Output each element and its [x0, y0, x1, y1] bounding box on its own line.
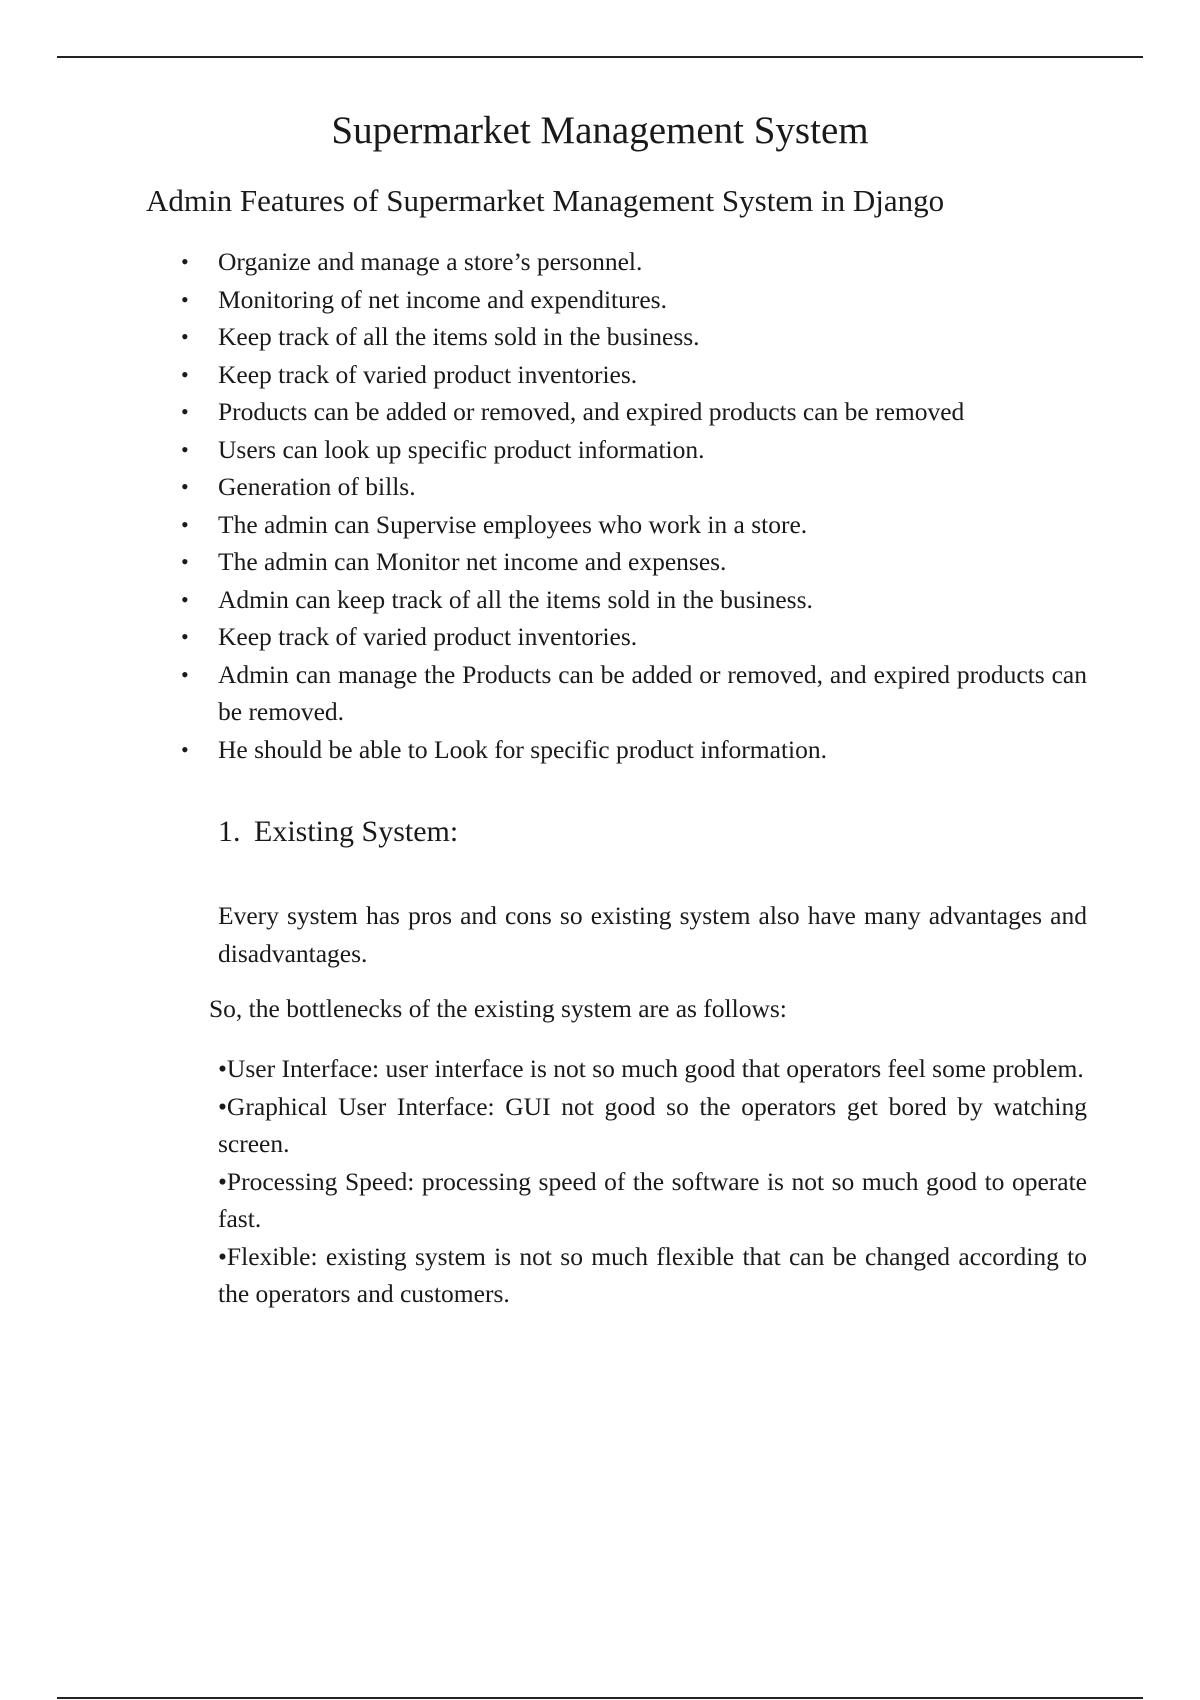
- list-item-text: Keep track of varied product inventories.: [218, 359, 638, 389]
- list-item: [0, 281, 1087, 319]
- list-item-text: Keep track of varied product inventories.: [218, 622, 638, 651]
- bullet-icon: •: [181, 586, 189, 612]
- list-item: •User Interface: user interface is not so much good that operators feel some problem.: [218, 1054, 1084, 1083]
- bullet-icon: •: [181, 361, 189, 387]
- bullet-icon: •: [181, 474, 189, 499]
- existing-system-intro: Every system has pros and cons so existing system also have many advantages and disadvantages.: [218, 901, 1087, 968]
- section-heading: Admin Features of Supermarket Management System in Django: [146, 183, 945, 218]
- bullet-icon: •: [181, 249, 189, 274]
- section-heading-text: Existing System:: [254, 815, 459, 848]
- section-number: 1.: [218, 815, 241, 848]
- list-item: [0, 618, 1087, 656]
- list-item-text: The admin can Monitor net income and expenses.: [218, 547, 727, 576]
- list-item: [0, 393, 1087, 431]
- top-rule: [57, 56, 1143, 58]
- list-item-text: He should be able to Look for specific product information.: [218, 734, 827, 764]
- list-item-text: Products can be added or removed, and expired products can be removed: [218, 397, 965, 426]
- list-item: [0, 431, 1087, 469]
- list-item-text: Admin can manage the Products can be added or removed, and expired products can be removed.: [218, 659, 1087, 726]
- list-item-text: Admin can keep track of all the items sold in the business.: [218, 584, 813, 614]
- list-item-text: The admin can Supervise employees who work in a store.: [218, 509, 808, 539]
- bullet-icon: •: [181, 436, 189, 462]
- bullet-icon: •: [181, 624, 189, 649]
- list-item-text: Generation of bills.: [218, 472, 416, 501]
- list-item: [0, 318, 1087, 356]
- list-item: [0, 656, 1087, 731]
- bottleneck-list: [218, 1050, 1087, 1313]
- list-item: [0, 731, 1087, 769]
- existing-system-heading: [218, 812, 458, 852]
- list-item: [0, 468, 1087, 506]
- bullet-icon: •: [181, 286, 189, 312]
- list-item-text: Users can look up specific product information.: [218, 434, 705, 464]
- bottom-rule: [57, 1697, 1143, 1699]
- bullet-icon: •: [181, 736, 189, 762]
- list-item: •Flexible: existing system is not so much flexible that can be changed according to the operators and customers.: [218, 1241, 1087, 1308]
- page-title: Supermarket Management System: [331, 109, 869, 152]
- bullet-icon: •: [181, 661, 189, 687]
- bullet-icon: •: [181, 549, 189, 574]
- list-item-text: Organize and manage a store’s personnel.: [218, 247, 643, 276]
- feature-list: [0, 243, 1200, 768]
- list-item: •Processing Speed: processing speed of the software is not so much good to operate fast.: [218, 1166, 1087, 1233]
- list-item: [0, 543, 1087, 581]
- list-item-text: Keep track of all the items sold in the business.: [218, 322, 700, 351]
- list-item: [0, 243, 1087, 281]
- list-item: [0, 356, 1087, 394]
- list-item: •Graphical User Interface: GUI not good so the operators get bored by watching screen.: [218, 1091, 1087, 1158]
- bullet-icon: •: [181, 324, 189, 349]
- list-item: [0, 506, 1087, 544]
- bullet-icon: •: [181, 399, 189, 424]
- bullet-icon: •: [181, 511, 189, 537]
- list-item: [0, 581, 1087, 619]
- list-item-text: Monitoring of net income and expenditures.: [218, 284, 667, 314]
- bottlenecks-lead: So, the bottlenecks of the existing system are as follows:: [209, 994, 787, 1023]
